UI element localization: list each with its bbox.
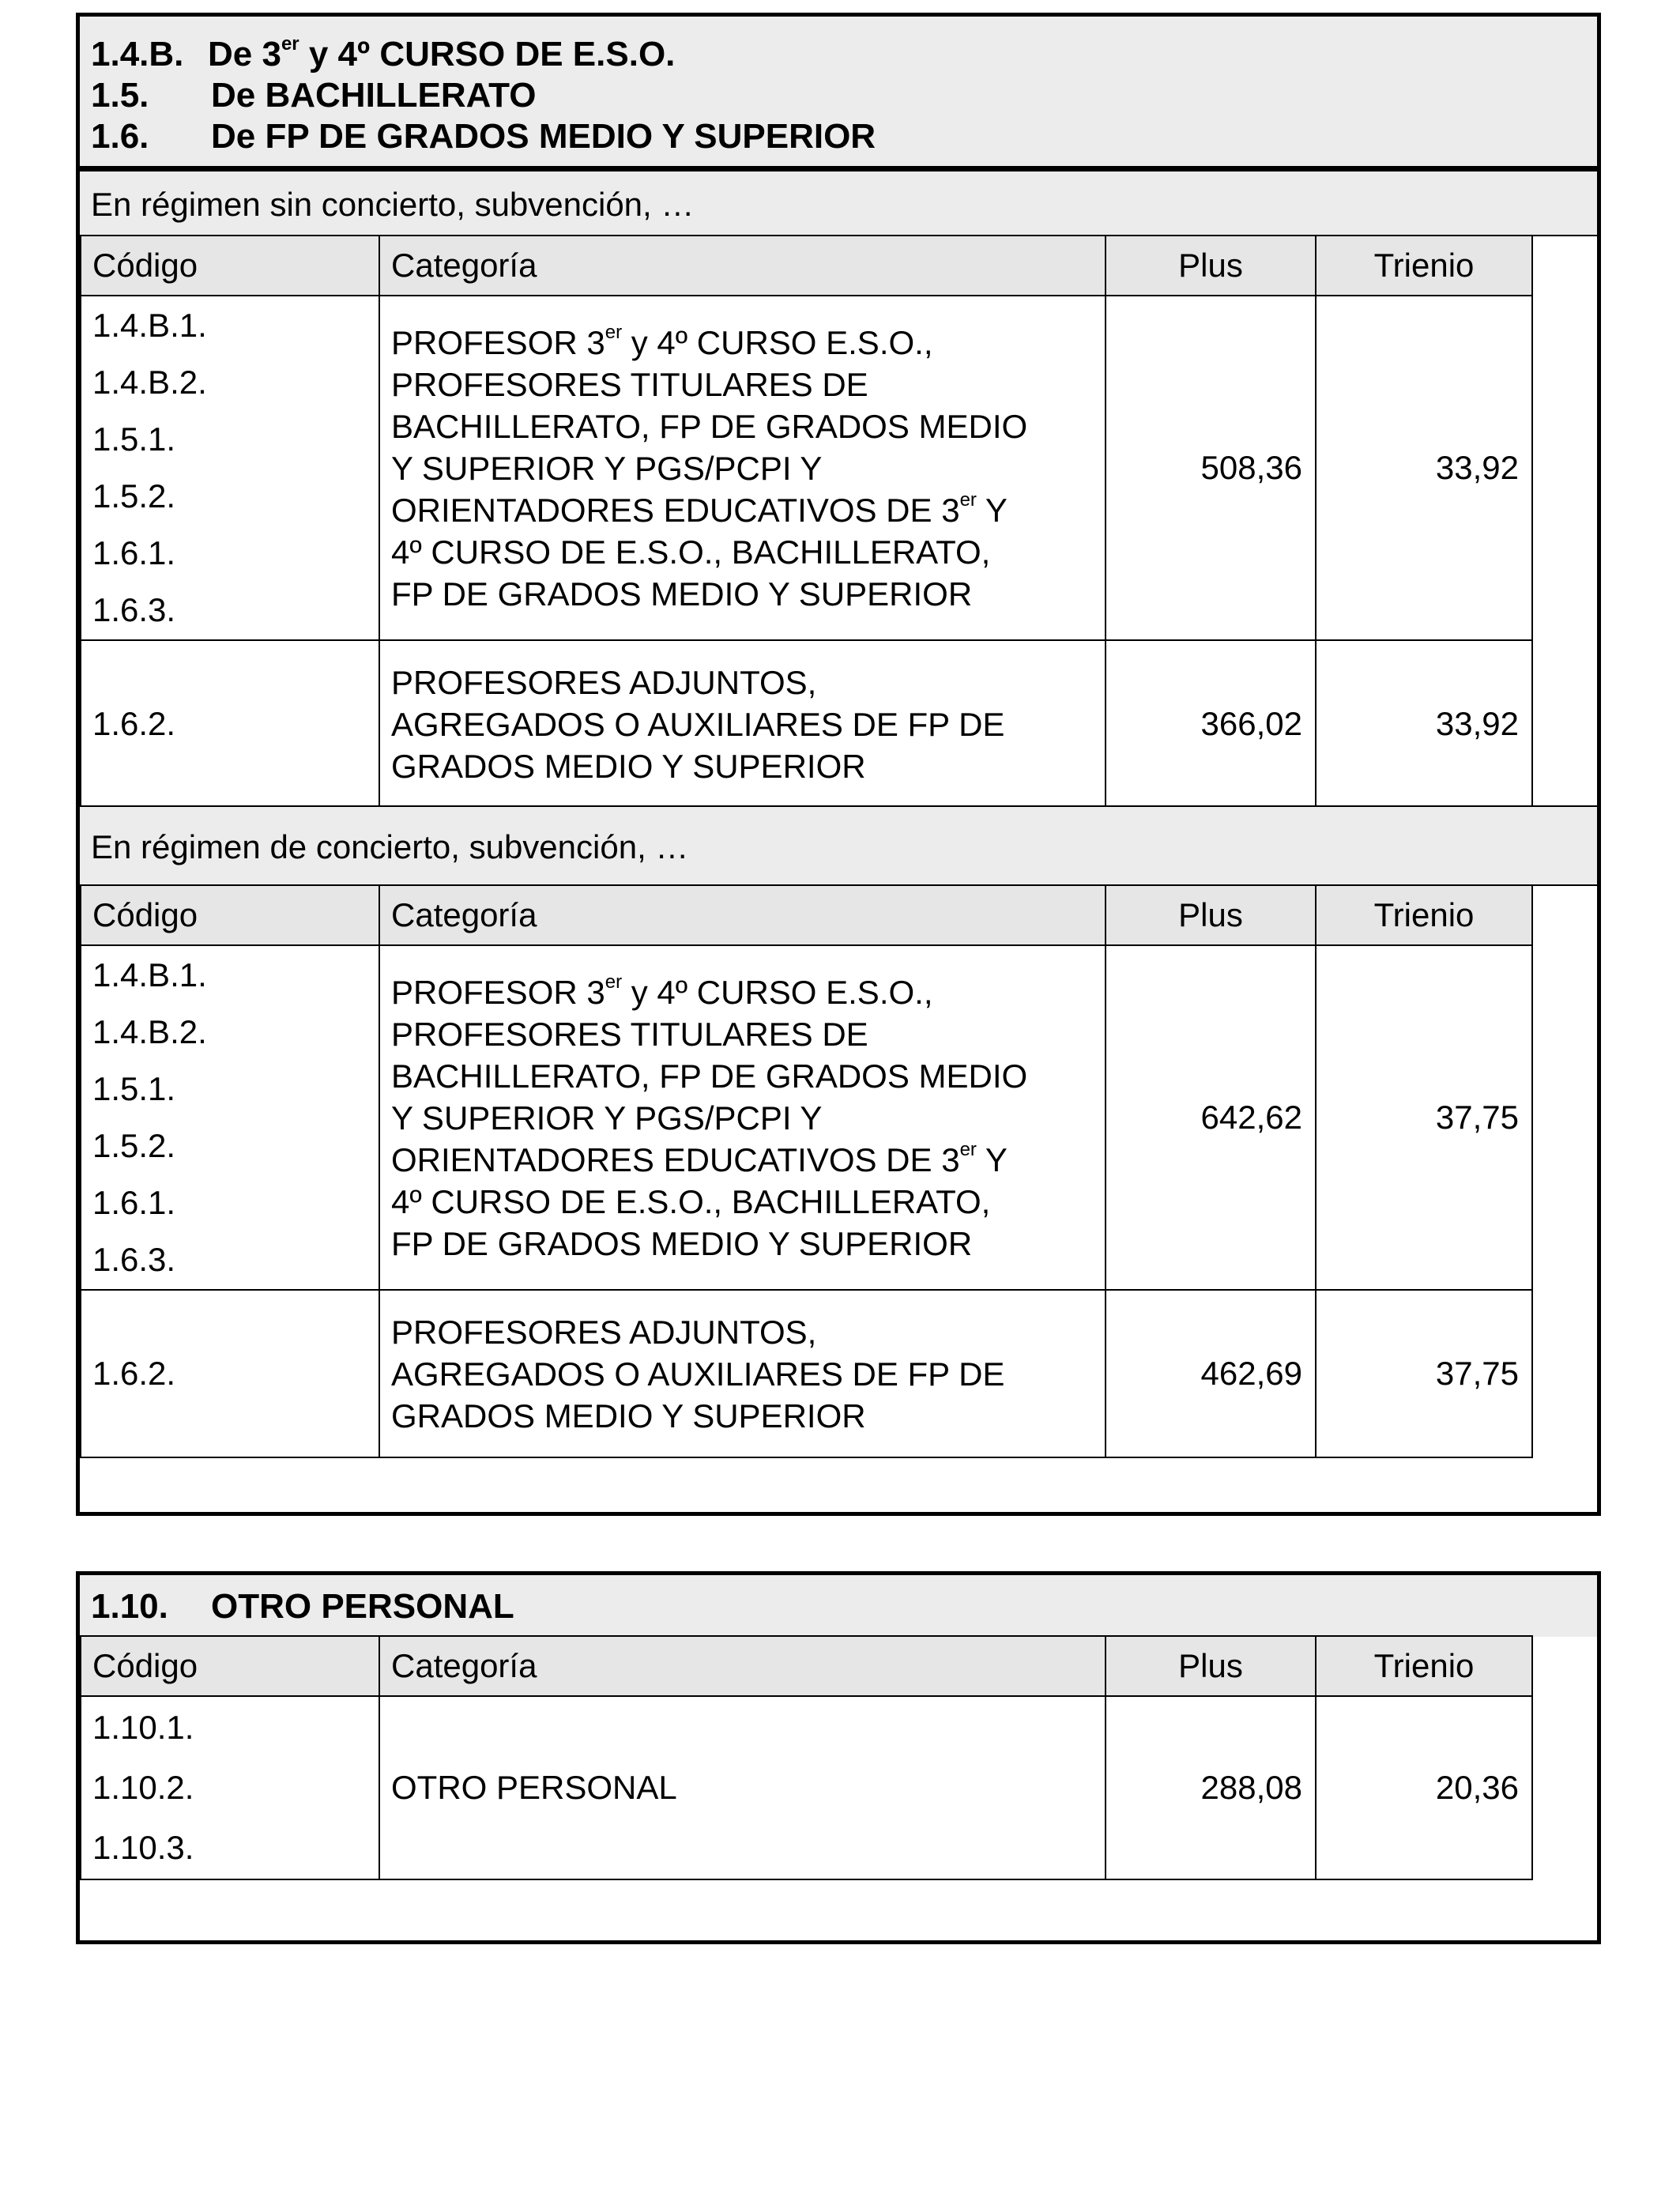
- col-plus: Plus: [1106, 1636, 1316, 1696]
- plus-value: 288,08: [1106, 1696, 1316, 1879]
- col-categoria: Categoría: [379, 236, 1106, 296]
- categoria-cell: OTRO PERSONAL: [379, 1696, 1106, 1879]
- table-row: [81, 1696, 1532, 1879]
- table-sin-concierto: [80, 235, 1533, 809]
- codes-cell: 1.4.B.1. 1.4.B.2. 1.5.1. 1.5.2. 1.6.1. 1.6.3.: [81, 945, 379, 1290]
- table-concierto: [80, 884, 1533, 1458]
- table-header-row: [81, 236, 1532, 296]
- trienio-value: 33,92: [1316, 640, 1532, 808]
- col-codigo: Código: [81, 885, 379, 945]
- trienio-value: 37,75: [1316, 945, 1532, 1290]
- col-codigo: Código: [81, 1636, 379, 1696]
- categoria-cell: PROFESOR 3er y 4º CURSO E.S.O., PROFESORES TITULARES DE BACHILLERATO, FP DE GRADOS MEDIO Y SUPERIOR Y PGS/PCPI Y ORIENTADORES EDUCATIVOS DE 3er Y 4º CURSO DE E.S.O., BACHILLERATO, FP DE GRADOS MEDIO Y SUPERIOR: [379, 945, 1106, 1290]
- trienio-value: 33,92: [1316, 296, 1532, 640]
- col-codigo: Código: [81, 236, 379, 296]
- col-plus: Plus: [1106, 236, 1316, 296]
- regimen-concierto-label: En régimen de concierto, subvención, …: [80, 805, 1597, 886]
- regimen-sin-concierto-label: En régimen sin concierto, subvención, …: [80, 170, 1597, 236]
- table-header-row: [81, 885, 1532, 945]
- col-categoria: Categoría: [379, 1636, 1106, 1696]
- header-line-1: 1.4.B. De 3er y 4º CURSO DE E.S.O.: [91, 33, 676, 74]
- section-otro-personal: [76, 1571, 1601, 1944]
- table-row: [81, 296, 1532, 640]
- codes-cell: 1.10.1. 1.10.2. 1.10.3.: [81, 1696, 379, 1879]
- header-line-3: 1.6. De FP DE GRADOS MEDIO Y SUPERIOR: [91, 117, 876, 156]
- header-line: 1.10. OTRO PERSONAL: [91, 1587, 514, 1626]
- categoria-cell: PROFESORES ADJUNTOS, AGREGADOS O AUXILIARES DE FP DE GRADOS MEDIO Y SUPERIOR: [379, 640, 1106, 808]
- table-row: [81, 945, 1532, 1290]
- trienio-value: 37,75: [1316, 1290, 1532, 1457]
- codes-cell: 1.4.B.1. 1.4.B.2. 1.5.1. 1.5.2. 1.6.1. 1.6.3.: [81, 296, 379, 640]
- table-otro-personal: [80, 1635, 1533, 1880]
- table-row: [81, 1290, 1532, 1457]
- trienio-value: 20,36: [1316, 1696, 1532, 1879]
- col-trienio: Trienio: [1316, 236, 1532, 296]
- table-header-row: [81, 1636, 1532, 1696]
- table-row: [81, 640, 1532, 808]
- categoria-cell: PROFESOR 3er y 4º CURSO E.S.O., PROFESORES TITULARES DE BACHILLERATO, FP DE GRADOS MEDIO Y SUPERIOR Y PGS/PCPI Y ORIENTADORES EDUCATIVOS DE 3er Y 4º CURSO DE E.S.O., BACHILLERATO, FP DE GRADOS MEDIO Y SUPERIOR: [379, 296, 1106, 640]
- header-line-2: 1.5. De BACHILLERATO: [91, 76, 537, 115]
- col-trienio: Trienio: [1316, 1636, 1532, 1696]
- col-categoria: Categoría: [379, 885, 1106, 945]
- section-eso-bachillerato-fp: [76, 13, 1601, 1516]
- codes-cell: 1.6.2.: [81, 1290, 379, 1457]
- col-trienio: Trienio: [1316, 885, 1532, 945]
- plus-value: 642,62: [1106, 945, 1316, 1290]
- codes-cell: 1.6.2.: [81, 640, 379, 808]
- section-header: [80, 17, 1597, 170]
- categoria-cell: PROFESORES ADJUNTOS, AGREGADOS O AUXILIARES DE FP DE GRADOS MEDIO Y SUPERIOR: [379, 1290, 1106, 1457]
- col-plus: Plus: [1106, 885, 1316, 945]
- plus-value: 366,02: [1106, 640, 1316, 808]
- plus-value: 508,36: [1106, 296, 1316, 640]
- plus-value: 462,69: [1106, 1290, 1316, 1457]
- section-header: [80, 1575, 1597, 1637]
